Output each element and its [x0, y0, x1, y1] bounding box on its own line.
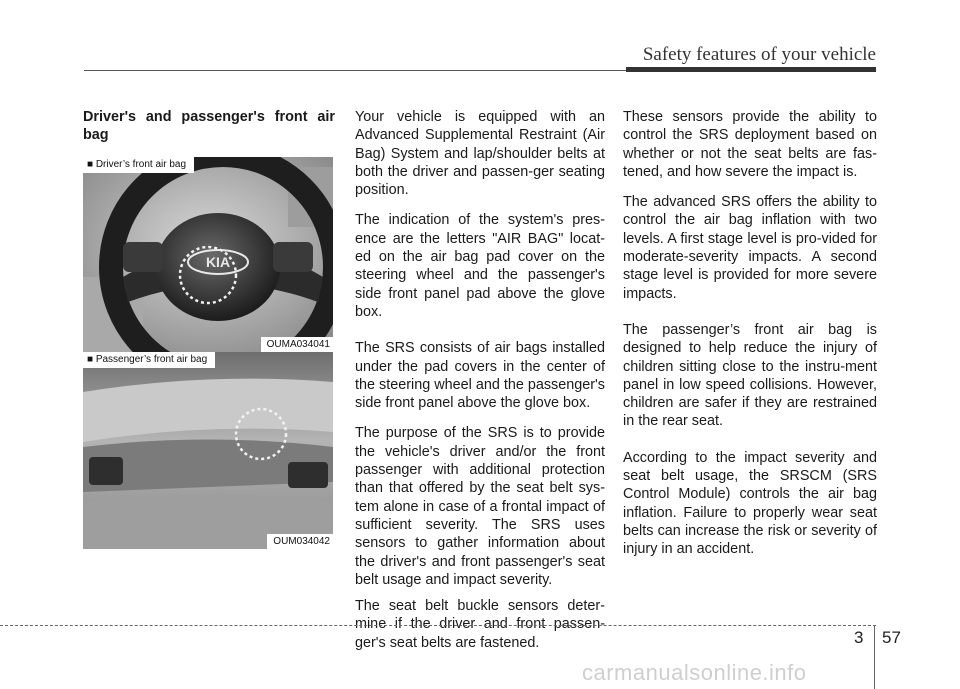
column-right: [623, 108, 877, 571]
paragraph: The passenger’s front air bag is designed to help reduce the injury of children sitting close to the instru-ment panel in low speed collisions. However, children are safer if they are restrained in the rear seat.: [623, 321, 877, 430]
page-number-separator: [874, 625, 875, 689]
header-title: Safety features of your vehicle: [642, 44, 876, 65]
paragraph: The seat belt buckle sensors deter-mine if the driver and front passen-ger's seat belts are fastened.: [355, 598, 605, 651]
paragraph: The purpose of the SRS is to provide the vehicle's driver and/or the front passenger with additional protection than that offered by the seat belt sys-tem alone in case of a frontal impact of sufficient severity. The SRS uses sensors to gather information about the driver's and front passenger's seat belt usage and impact severity.: [355, 425, 605, 588]
figure-code-driver: OUMA034041: [261, 337, 333, 352]
steering-wheel-image: [83, 157, 333, 352]
page-number: 57: [882, 628, 901, 647]
chapter-number: 3: [854, 628, 864, 647]
header-accent-bar: [626, 67, 876, 72]
paragraph: The SRS consists of air bags installed under the pad covers in the center of the steering wheel and the passenger's side front panel above the glove box.: [355, 340, 605, 412]
paragraph: These sensors provide the ability to control the SRS deployment based on whether or not the seat belts are fas-tened, and how severe the impact is.: [623, 109, 877, 180]
paragraph: The advanced SRS offers the ability to control the air bag inflation with two levels. A first stage level is pro-vided for moderate-severity impacts. A second stage level is provided for more severe impacts.: [623, 194, 877, 302]
kia-logo: KIA: [205, 254, 231, 270]
paragraph: According to the impact severity and seat belt usage, the SRSCM (SRS Control Module) controls the air bag inflation. Failure to properly wear seat belts can increase the risk or severity of injury in an accident.: [623, 449, 877, 558]
figure-passenger-airbag: [83, 352, 333, 549]
dashboard-image: [83, 352, 333, 549]
paragraph: The indication of the system's pres-ence are the letters "AIR BAG" locat-ed on the air bag pad cover on the steering wheel and the passenger's side front panel pad above the glove box.: [355, 212, 605, 320]
figure-driver-airbag: [83, 157, 333, 352]
section-heading: Driver's and passenger's front air bag: [83, 109, 335, 144]
watermark: carmanualsonline.info: [582, 660, 807, 685]
footer-rule: [0, 625, 876, 626]
column-left: [83, 108, 335, 157]
paragraph: Your vehicle is equipped with an Advanced Supplemental Restraint (Air Bag) System and lap/shoulder belts at both the driver and passen-ger seating position.: [355, 109, 605, 199]
figure-caption-passenger: ■ Passenger’s front air bag: [83, 352, 215, 368]
figure-code-passenger: OUM034042: [267, 534, 333, 549]
column-middle: [355, 108, 605, 664]
figure-caption-driver: ■ Driver’s front air bag: [83, 157, 194, 173]
